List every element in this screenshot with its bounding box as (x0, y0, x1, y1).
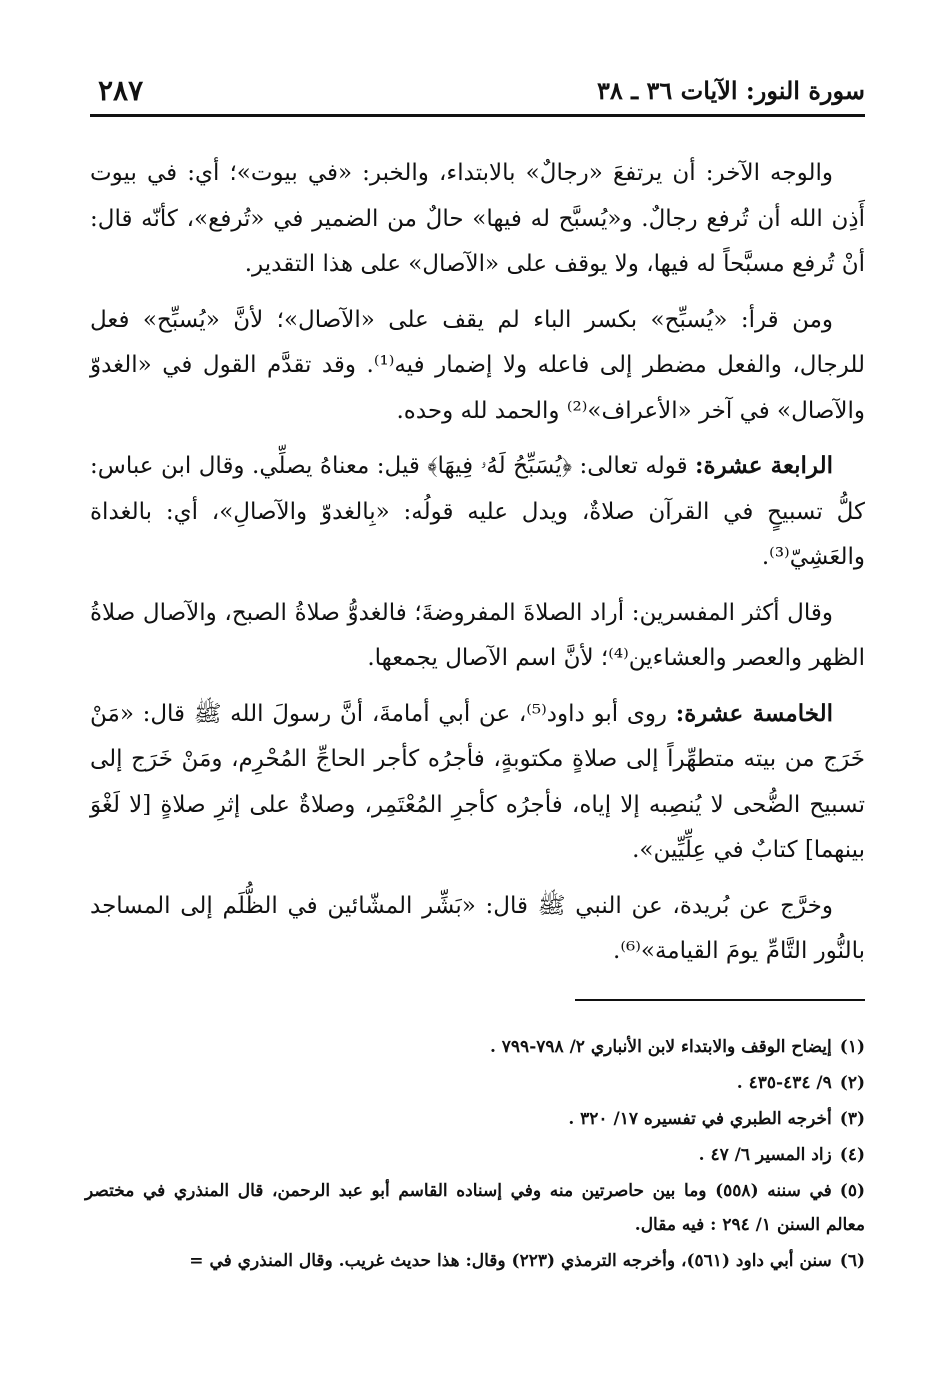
page-header (90, 70, 865, 117)
page-number: ٢٨٧ (98, 74, 144, 107)
paragraph (90, 590, 865, 682)
running-title: سورة النور: الآيات ٣٦ ـ ٣٨ (596, 76, 865, 105)
footnote-text: ٩/ ٤٣٤-٤٣٥ . (736, 1073, 832, 1093)
footnote-number: (٢) (839, 1073, 865, 1093)
footnote (85, 1138, 865, 1172)
footnote-text: زاد المسير ٦/ ٤٧ . (698, 1145, 832, 1165)
footnote (85, 1030, 865, 1064)
footnote-number: (٣) (839, 1109, 865, 1129)
footnote-text: إيضاح الوقف والابتداء لابن الأنباري ٢/ ٧٩٨-٧٩٩ . (489, 1037, 832, 1057)
paragraph (90, 150, 865, 288)
footnote (85, 1102, 865, 1136)
footnote (85, 1244, 865, 1278)
footnote-text: في سننه (٥٥٨) وما بين حاصرتين منه وفي إسناده القاسم أبو عبد الرحمن، قال المنذري في مختصر معالم السنن ١/ ٢٩٤ : فيه مقال. (85, 1181, 865, 1235)
paragraph-text: وقال أكثر المفسرين: أراد الصلاةَ المفروضةَ؛ فالغدوُّ صلاةُ الصبح، والآصال صلاةُ الظهر والعصر والعشاءين⁽⁴⁾؛ لأنَّ اسم الآصال يجمعها. (90, 599, 865, 671)
paragraph (90, 297, 865, 435)
paragraph-lead: الرابعة عشرة: (695, 452, 833, 479)
paragraph (90, 883, 865, 975)
paragraph-lead: الخامسة عشرة: (675, 699, 833, 727)
footnote-number: (١) (839, 1037, 865, 1057)
footnote (85, 1066, 865, 1100)
paragraph-text: ومن قرأ: «يُسبِّح» بكسر الباء لم يقف على «الآصال»؛ لأنَّ «يُسبِّح» فعل للرجال، والفعل مضطر إلى فاعله ولا إضمار فيه⁽¹⁾. وقد تقدَّم القول في «الغدوّ والآصال» في آخر «الأعراف»⁽²⁾ والحمد لله وحده. (90, 306, 865, 424)
footnote-divider (575, 999, 865, 1001)
footnote (85, 1174, 865, 1242)
footnote-text: أخرجه الطبري في تفسيره ١٧/ ٣٢٠ . (568, 1109, 832, 1129)
paragraph-text: وخرَّج عن بُريدة، عن النبي ﷺ قال: «بَشِّر المشّائين في الظُّلَم إلى المساجد بالنُّور التَّامِّ يومَ القيامة»⁽⁶⁾. (90, 892, 865, 964)
paragraph (90, 443, 865, 581)
paragraph (90, 691, 865, 874)
footnotes (85, 1030, 865, 1280)
paragraph-text: والوجه الآخر: أن يرتفعَ «رجالٌ» بالابتداء، والخبر: «في بيوت»؛ أي: في بيوت أَذِن الله أن تُرفع رجالٌ. و«يُسبَّح له فيها» حالٌ من الضمير في «تُرفع»، كأنّه قال: أنْ تُرفع مسبَّحاً له فيها، ولا يوقف على «الآصال» على هذا التقدير. (90, 160, 865, 277)
footnote-number: (٦) (839, 1251, 865, 1271)
footnote-number: (٤) (839, 1145, 865, 1165)
paragraph-text: روى أبو داود⁽⁵⁾، عن أبي أمامةَ، أنَّ رسولَ الله ﷺ قال: «مَنْ خَرَج من بيته متطهِّراً إلى صلاةٍ مكتوبةٍ، فأجرُه كأجر الحاجِّ المُحْرِم، ومَنْ خَرَج إلى تسبيح الضُّحى لا يُنصِبه إلا إياه، فأجرُه كأجرِ المُعْتَمِر، وصلاةٌ على إثرِ صلاةٍ [لا لَغْوَ بينهما] كتابٌ في عِلِّيِّين». (90, 700, 865, 863)
footnote-text: سنن أبي داود (٥٦١)، وأخرجه الترمذي (٢٢٣) وقال: هذا حديث غريب. وقال المنذري في = (189, 1251, 832, 1271)
main-text (90, 150, 865, 984)
footnote-number: (٥) (839, 1181, 865, 1201)
paragraph-text: قوله تعالى: ﴿يُسَبِّحُ لَهُۥ فِيهَا﴾ قيل: معناهُ يصلِّي. وقال ابن عباس: كلُّ تسبيحٍ في القرآن صلاةٌ، ويدل عليه قولُه: «بِالغدوّ والآصالِ»، أي: بالغداة والعَشِيّ⁽³⁾. (90, 453, 865, 570)
